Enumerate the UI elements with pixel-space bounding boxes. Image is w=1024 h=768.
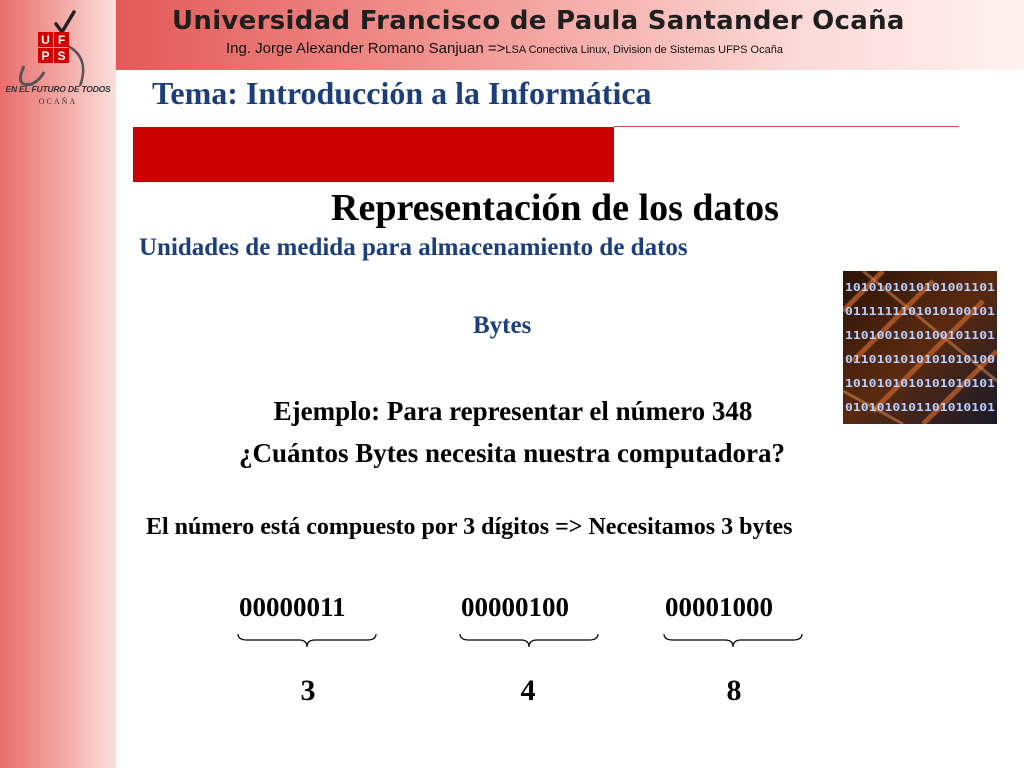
decimal-digit-3: 8 — [726, 674, 742, 707]
logo-motto: EN EL FUTURO DE TODOS — [5, 84, 111, 94]
header-banner — [116, 0, 1024, 70]
sidebar-gradient — [0, 0, 116, 768]
topic-heading: Tema: Introducción a la Informática — [152, 75, 652, 111]
logo-letter-p: P — [41, 49, 50, 63]
binary-row: 0110101010101010100 — [845, 353, 995, 366]
binary-row: 0101010101101010101 — [845, 401, 996, 414]
red-accent-bar — [133, 127, 614, 182]
brace-1 — [237, 630, 377, 650]
section-title: Representación de los datos — [331, 187, 779, 229]
red-divider-line — [614, 126, 959, 127]
example-question-line2: ¿Cuántos Bytes necesita nuestra computadora? — [239, 438, 785, 468]
section-subtitle: Unidades de medida para almacenamiento de datos — [139, 234, 688, 261]
binary-row: 0111111101010100101 — [845, 305, 996, 318]
logo-letter-u: U — [41, 33, 50, 47]
logo-city: OCAÑA — [38, 97, 78, 106]
binary-byte-1: 00000011 — [239, 592, 346, 622]
decimal-digit-1: 3 — [300, 674, 316, 707]
author-name: Ing. Jorge Alexander Romano Sanjuan — [226, 40, 484, 57]
answer-statement: El número está compuesto por 3 dígitos => Necesitamos 3 bytes — [146, 514, 793, 540]
institution-title: Universidad Francisco de Paula Santander Ocaña — [172, 6, 905, 36]
binary-row: 1101001010100101101 — [845, 329, 996, 342]
decimal-digit-2: 4 — [520, 674, 536, 707]
bytes-label: Bytes — [473, 312, 532, 339]
binary-row: 1010101010101001101 — [845, 281, 996, 294]
logo-letter-f: F — [57, 33, 66, 47]
division-text: LSA Conectiva Linux, Division de Sistemas UFPS Ocaña — [505, 44, 783, 56]
logo-letter-s: S — [57, 49, 66, 63]
ufps-letters — [38, 32, 69, 63]
binary-row: 1010101010101010101 — [845, 377, 996, 390]
header-subtitle — [226, 40, 783, 57]
example-question-line1: Ejemplo: Para representar el número 348 — [273, 396, 753, 426]
arrow-text: => — [483, 40, 506, 57]
binary-byte-2: 00000100 — [461, 592, 569, 622]
binary-byte-3: 00001000 — [665, 592, 773, 622]
brace-2 — [459, 630, 599, 650]
brace-3 — [663, 630, 803, 650]
